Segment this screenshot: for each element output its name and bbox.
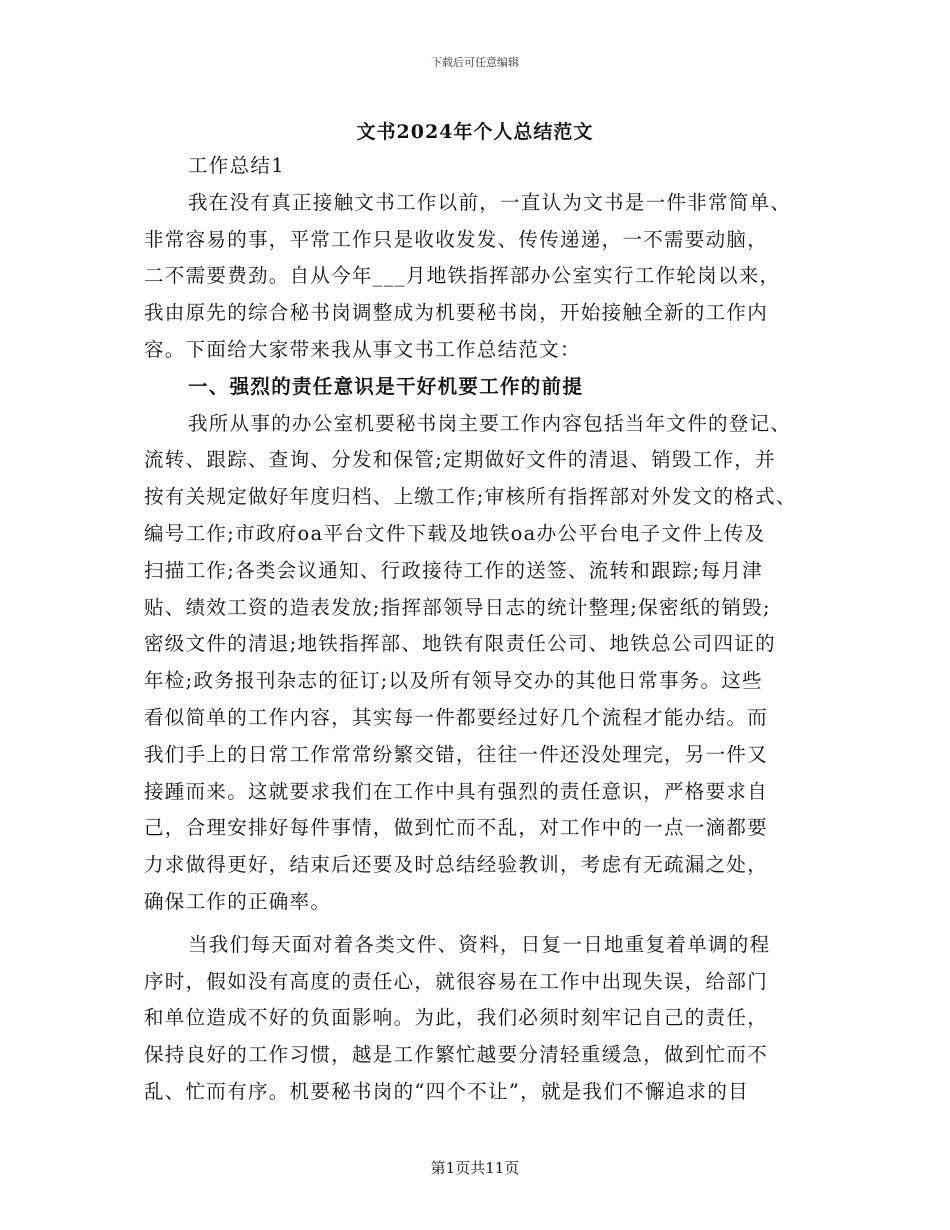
section-label: 工作总结1 (188, 154, 285, 177)
paragraph-line: 当我们每天面对着各类文件、资料，日复一日地重复着单调的程 (188, 932, 771, 956)
paragraph-line: 接踵而来。这就要求我们在工作中具有强烈的责任意识，严格要求自 (144, 779, 769, 803)
document-body (144, 148, 812, 1111)
document-title: 文书2024年个人总结范文 (356, 121, 594, 143)
page-footer: 第1页共11页 (430, 1159, 520, 1177)
paragraph-line: 确保工作的正确率。 (144, 889, 332, 913)
paragraph-line: 我们手上的日常工作常常纷繁交错，往往一件还没处理完，另一件又 (144, 742, 769, 766)
paragraph-line: 流转、跟踪、查询、分发和保管;定期做好文件的清退、销毁工作，并 (144, 448, 776, 472)
paragraph-line: 乱、忙而有序。机要秘书岗的“四个不让”，就是我们不懈追求的目 (144, 1079, 749, 1103)
paragraph-line: 我所从事的办公室机要秘书岗主要工作内容包括当年文件的登记、 (188, 411, 792, 435)
paragraph-line: 和单位造成不好的负面影响。为此，我们必须时刻牢记自己的责任， (144, 1006, 769, 1030)
paragraph-line: 编号工作;市政府oa平台文件下载及地铁oa办公平台电子文件上传及 (144, 521, 766, 545)
paragraph-line: 己，合理安排好每件事情，做到忙而不乱，对工作中的一点一滴都要 (144, 816, 769, 840)
paragraph-line: 容。下面给大家带来我从事文书工作总结范文： (144, 337, 581, 361)
paragraph-line: 看似简单的工作内容，其实每一件都要经过好几个流程才能办结。而 (144, 705, 769, 729)
paragraph-line: 保持良好的工作习惯，越是工作繁忙越要分清轻重缓急，做到忙而不 (144, 1043, 769, 1067)
header-note: 下载后可任意编辑 (431, 56, 519, 69)
paragraph-line: 按有关规定做好年度归档、上缴工作;审核所有指挥部对外发文的格式、 (144, 485, 797, 509)
paragraph-line: 非常容易的事，平常工作只是收收发发、传传递递，一不需要动脑， (144, 227, 769, 251)
paragraph-line: 力求做得更好，结束后还要及时总结经验教训，考虑有无疏漏之处， (144, 853, 769, 877)
paragraph-line: 密级文件的清退;地铁指挥部、地铁有限责任公司、地铁总公司四证的 (144, 632, 776, 656)
paragraph-line: 贴、绩效工资的造表发放;指挥部领导日志的统计整理;保密纸的销毁; (144, 595, 771, 619)
paragraph-line: 我由原先的综合秘书岗调整成为机要秘书岗，开始接触全新的工作内 (144, 301, 769, 325)
paragraph-line: 我在没有真正接触文书工作以前，一直认为文书是一件非常简单、 (188, 190, 792, 214)
paragraph-line: 二不需要费劲。自从今年___月地铁指挥部办公室实行工作轮岗以来， (144, 264, 781, 288)
section-heading: 一、强烈的责任意识是干好机要工作的前提 (188, 374, 584, 398)
paragraph-line: 扫描工作;各类会议通知、行政接待工作的送签、流转和跟踪;每月津 (144, 558, 763, 582)
paragraph-line: 年检;政务报刊杂志的征订;以及所有领导交办的其他日常事务。这些 (144, 669, 763, 693)
paragraph-line: 序时，假如没有高度的责任心，就很容易在工作中出现失误，给部门 (144, 969, 769, 993)
